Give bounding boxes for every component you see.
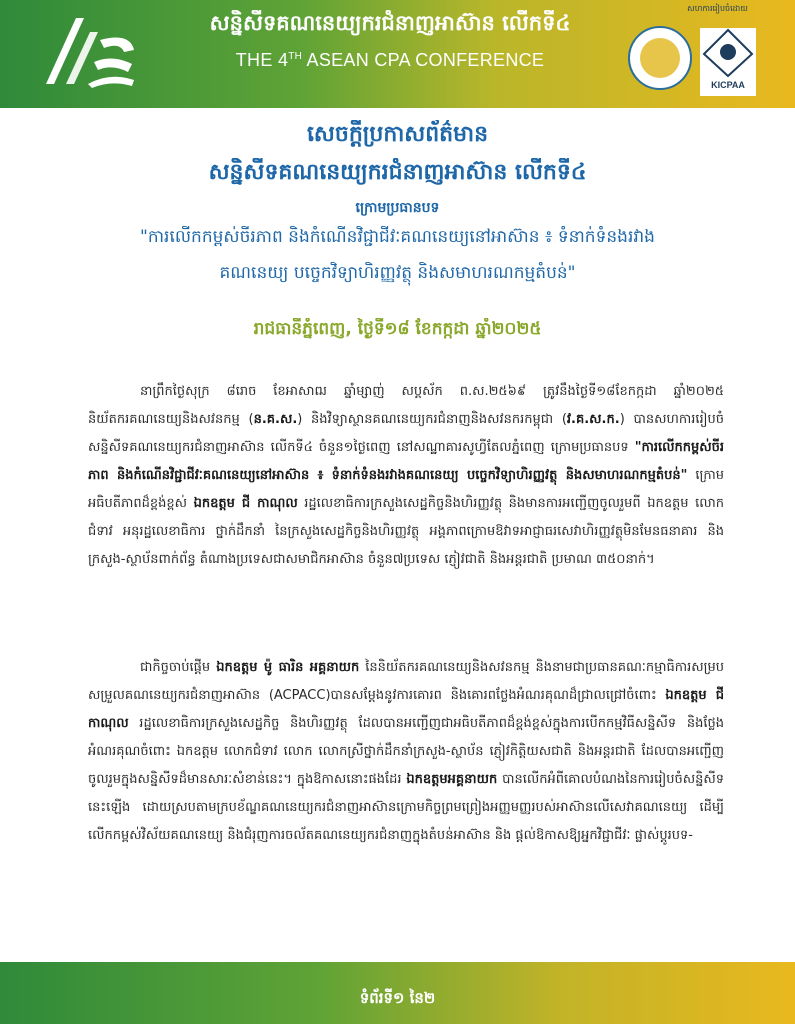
organizer-label: សហការរៀបចំដោយ [687,4,748,13]
conference-title: សន្និសីទគណនេយ្យករជំនាញអាស៊ាន លើកទី៤ [208,160,587,185]
paragraph-1: នាព្រឹកថ្ងៃសុក្រ ៨រោច ខែអាសាឍ ឆ្នាំម្សាញ់ សប្តស័ក ព.ស.២៥៦៩ ត្រូវនឹងថ្ងៃទី១៨ខែកក្កដា ឆ្នាំ២០២៥ និយ័តករគណនេយ្យនិងសវនកម្ម (ន.គ.ស.) និងវិទ្យាស្ថានគណនេយ្យករជំនាញនិងសវនករកម្ពុជា (វ.គ.ស.ក.) បានសហការរៀបចំសន្និសីទគណនេយ្យករជំនាញអាស៊ាន លើកទី៤ ចំនួន១ថ្ងៃពេញ នៅសណ្ឋាគារសូហ្វីតែលភ្នំពេញ ក្រោមប្រធានបទ "ការលើកកម្ពស់ចីរភាព និងកំណើនវិជ្ជាជីវៈគណនេយ្យនៅអាស៊ាន ៖ ទំនាក់ទំនងរវាងគណនេយ្យ បច្ចេកវិទ្យាហិរញ្ញវត្ថុ និងសមាហរណកម្មតំបន់" ក្រោមអធិបតីភាពដ៏ខ្ពង់ខ្ពស់ ឯកឧត្តម ជី កាណុល រដ្ឋលេខាធិការក្រសួងសេដ្ឋកិច្ចនិងហិរញ្ញវត្ថុ និងមានការអញ្ជើញចូលរួមពី ឯកឧត្តម លោកជំទាវ អនុរដ្ឋលេខាធិការ ថ្នាក់ដឹកនាំ នៃក្រសួងសេដ្ឋកិច្ចនិងហិរញ្ញវត្ថុ អង្គភាពក្រោមឱវាទអាជ្ញាធរសេវាហិរញ្ញវត្ថុមិនមែនធនាគារ និងក្រសួង-ស្ថាប័នពាក់ព័ន្ធ តំណាងប្រទេសជាសមាជិកអាស៊ាន ចំនួន៧ប្រទេស ភ្ញៀវជាតិ និងអន្តរជាតិ ប្រមាណ ៣៥០នាក់។ [88,384,724,567]
cpa-conference-logo [40,10,140,88]
page-number: ទំព័រទី១ នៃ២ [359,989,436,1007]
header-title-khmer: សន្និសីទគណនេយ្យករជំនាញអាស៊ាន លើកទី៤ [209,11,571,35]
theme-line-1: "ការលើកកម្ពស់ចីរភាព និងកំណើនវិជ្ជាជីវៈគណនេយ្យនៅអាស៊ាន ៖ ទំនាក់ទំនងរវាង [140,227,655,247]
theme-line-2: គណនេយ្យ បច្ចេកវិទ្យាហិរញ្ញវត្ថុ និងសមាហរណកម្មតំបន់" [219,263,576,283]
header-title-english: THE 4TH ASEAN CPA CONFERENCE [235,50,545,70]
paragraph-2: ជាកិច្ចចាប់ផ្តើម ឯកឧត្តម ម៉ូ ធារិន អគ្គនាយក នៃនិយ័តករគណនេយ្យនិងសវនកម្ម និងនាមជាប្រធានគណៈកម្មាធិការសម្របសម្រួលគណនេយ្យករជំនាញអាស៊ាន (ACPACC)បានសម្តែងនូវការគោរព និងគោរពថ្លែងអំណរគុណដ៏ជ្រាលជ្រៅចំពោះ ឯកឧត្តម ជី កាណុល រដ្ឋលេខាធិការក្រសួងសេដ្ឋកិច្ច និងហិរញ្ញវត្ថុ ដែលបានអញ្ជើញជាអធិបតីភាពដ៏ខ្ពង់ខ្ពស់ក្នុងការបើកកម្មវិធីសន្និសីទ និងថ្លែងអំណរគុណចំពោះ ឯកឧត្តម លោកជំទាវ លោក លោកស្រីថ្នាក់ដឹកនាំក្រសួង-ស្ថាប័ន ភ្ញៀវកិត្តិយសជាតិ និងអន្តរជាតិ ដែលបានអញ្ជើញចូលរួមក្នុងសន្និសីទដ៏មានសារៈសំខាន់នេះ។ ក្នុងឱកាសនោះផងដែរ ឯកឧត្តមអគ្គនាយក បានលើកអំពីគោលបំណងនៃការរៀបចំសន្និសីទនេះឡើង ដោយស្របតាមក្របខ័ណ្ឌគណនេយ្យករជំនាញអាស៊ានក្រោមកិច្ចព្រមព្រៀងអញ្ញមញ្ញរបស់អាស៊ានលើសេវាគណនេយ្យ ដើម្បីលើកកម្ពស់វិស័យគណនេយ្យ និងជំរុញការចល័តគណនេយ្យករជំនាញក្នុងតំបន់អាស៊ាន និង ផ្តល់ឱកាសឱ្យអ្នកវិជ្ជាជីវៈ ផ្លាស់ប្តូរបទ- [88,660,724,843]
footer-banner [0,962,795,1024]
document-title: សេចក្តីប្រកាសព័ត៌មាន [306,122,489,147]
dateline: រាជធានីភ្នំពេញ, ថ្ងៃទី១៨ ខែកក្កដា ឆ្នាំ២០២៥ [253,319,542,339]
nas-seal-icon [628,26,692,90]
kicpaa-logo-icon: KICPAA [700,28,756,96]
theme-label: ក្រោមប្រធានបទ [355,200,440,216]
header-banner [0,0,795,108]
